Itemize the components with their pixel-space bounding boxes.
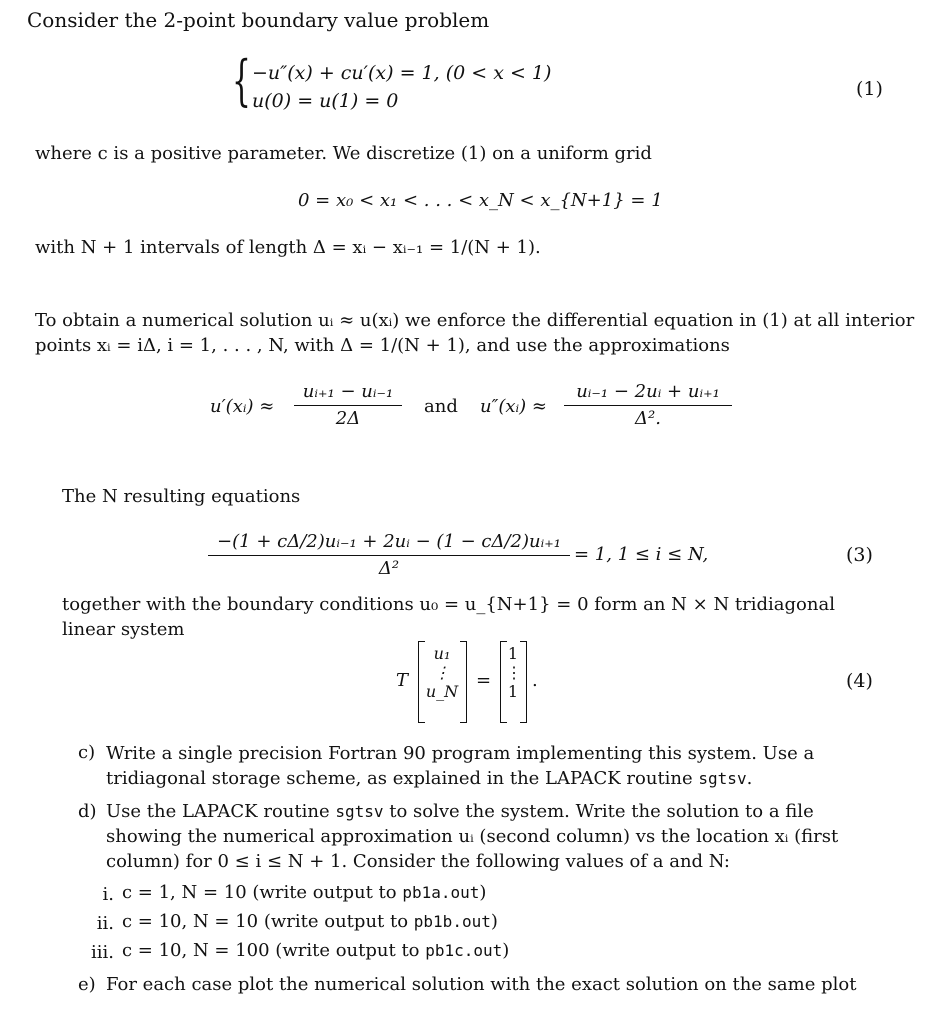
equation-3-numerator: −(1 + cΔ/2)uᵢ₋₁ + 2uᵢ − (1 − cΔ/2)uᵢ₊₁ (217, 531, 561, 552)
first-derivative-fraction (294, 383, 402, 428)
equation-label-3: (3) (846, 544, 873, 566)
second-derivative-denominator: Δ². (635, 408, 661, 429)
and-word: and (424, 396, 458, 417)
sub-item-label: iii. (91, 942, 114, 963)
right-bracket (520, 641, 527, 723)
output-filename: pb1b.out (413, 912, 491, 931)
second-derivative-lhs: u″(xᵢ) ≈ (480, 396, 547, 417)
item-d-label: d) (78, 801, 97, 822)
vector-entry: ⋮ (434, 663, 450, 682)
equals-sign: = (476, 670, 492, 691)
sub-item-text: c = 1, N = 10 (write output to (122, 882, 403, 903)
sub-item-text: c = 10, N = 10 (write output to (122, 911, 414, 932)
item-d-text (106, 799, 878, 874)
ones-vector (506, 644, 520, 701)
intervals-text: with N + 1 intervals of length Δ = xᵢ − xᵢ₋₁ = 1/(N + 1). (35, 237, 541, 258)
sub-item-iii (122, 942, 509, 960)
item-d-text-before: Use the LAPACK routine (106, 801, 336, 822)
second-derivative-numerator: uᵢ₋₁ − 2uᵢ + uᵢ₊₁ (576, 381, 720, 402)
item-c-text (106, 741, 876, 791)
system-brace: { (232, 49, 251, 112)
item-e-label: e) (78, 974, 96, 995)
item-c-text-after: . (746, 768, 753, 789)
item-c-text-before: Write a single precision Fortran 90 program implementing this system. Use a tridiagonal storage scheme, as explained in the LAPACK routine (106, 743, 815, 789)
vector-entry: 1 (507, 644, 519, 663)
right-bracket (460, 641, 467, 723)
matrix-T: T (396, 670, 409, 691)
unknown-vector (424, 644, 460, 701)
item-c-label: c) (78, 742, 96, 763)
equation-3-fraction (208, 533, 570, 578)
system-line-2: u(0) = u(1) = 0 (252, 90, 399, 112)
intro-text: Consider the 2-point boundary value problem (27, 8, 490, 32)
sub-item-label: i. (102, 884, 114, 905)
first-derivative-lhs: u′(xᵢ) ≈ (210, 396, 275, 417)
fraction-bar (564, 405, 732, 406)
routine-name: sgtsv (698, 769, 747, 788)
vector-entry: u₁ (433, 644, 451, 663)
output-filename: pb1a.out (402, 883, 480, 902)
sub-item-text: c = 10, N = 100 (write output to (122, 940, 426, 961)
equation-3-denominator: Δ² (378, 558, 400, 579)
fraction-bar (294, 405, 402, 406)
sub-item-i (122, 884, 486, 902)
equation-label-4: (4) (846, 670, 873, 692)
sub-item-close: ) (502, 940, 510, 961)
routine-name: sgtsv (335, 802, 384, 821)
sub-item-close: ) (490, 911, 498, 932)
first-derivative-denominator: 2Δ (335, 408, 361, 429)
boundary-conditions-text: together with the boundary conditions u₀ = u_{N+1} = 0 form an N × N tridiagonal linear system (62, 594, 835, 640)
sub-item-ii (122, 913, 498, 931)
equation-label-1: (1) (856, 78, 883, 100)
vector-entry: 1 (507, 682, 519, 701)
discretize-text: where c is a positive parameter. We discretize (1) on a uniform grid (35, 143, 652, 164)
item-d-text-after: to solve the system. Write the solution to a file showing the numerical approximation uᵢ (second column) vs the location xᵢ (first column) for 0 ≤ i ≤ N + 1. Consider the following values of a and N: (106, 801, 839, 872)
second-derivative-fraction (564, 383, 732, 428)
grid-equation: 0 = x₀ < x₁ < . . . < x_N < x_{N+1} = 1 (298, 190, 663, 211)
vector-entry: ⋮ (506, 663, 522, 682)
vector-entry: u_N (425, 682, 459, 701)
matrix-period: . (532, 670, 538, 691)
equation-3-rhs: = 1, 1 ≤ i ≤ N, (574, 544, 709, 565)
resulting-text: The N resulting equations (62, 486, 301, 507)
sub-item-label: ii. (96, 913, 114, 934)
approximation-paragraph: To obtain a numerical solution uᵢ ≈ u(xᵢ) we enforce the differential equation in (1) at all interior points xᵢ = iΔ, i = 1, . . . , N, with Δ = 1/(N + 1), and use the approximations (35, 310, 915, 356)
sub-item-close: ) (479, 882, 487, 903)
item-e-text: For each case plot the numerical solution with the exact solution on the same plot (106, 974, 857, 995)
system-line-1: −u″(x) + cu′(x) = 1, (0 < x < 1) (252, 62, 552, 84)
first-derivative-numerator: uᵢ₊₁ − uᵢ₋₁ (302, 381, 394, 402)
output-filename: pb1c.out (425, 941, 503, 960)
fraction-bar (208, 555, 570, 556)
